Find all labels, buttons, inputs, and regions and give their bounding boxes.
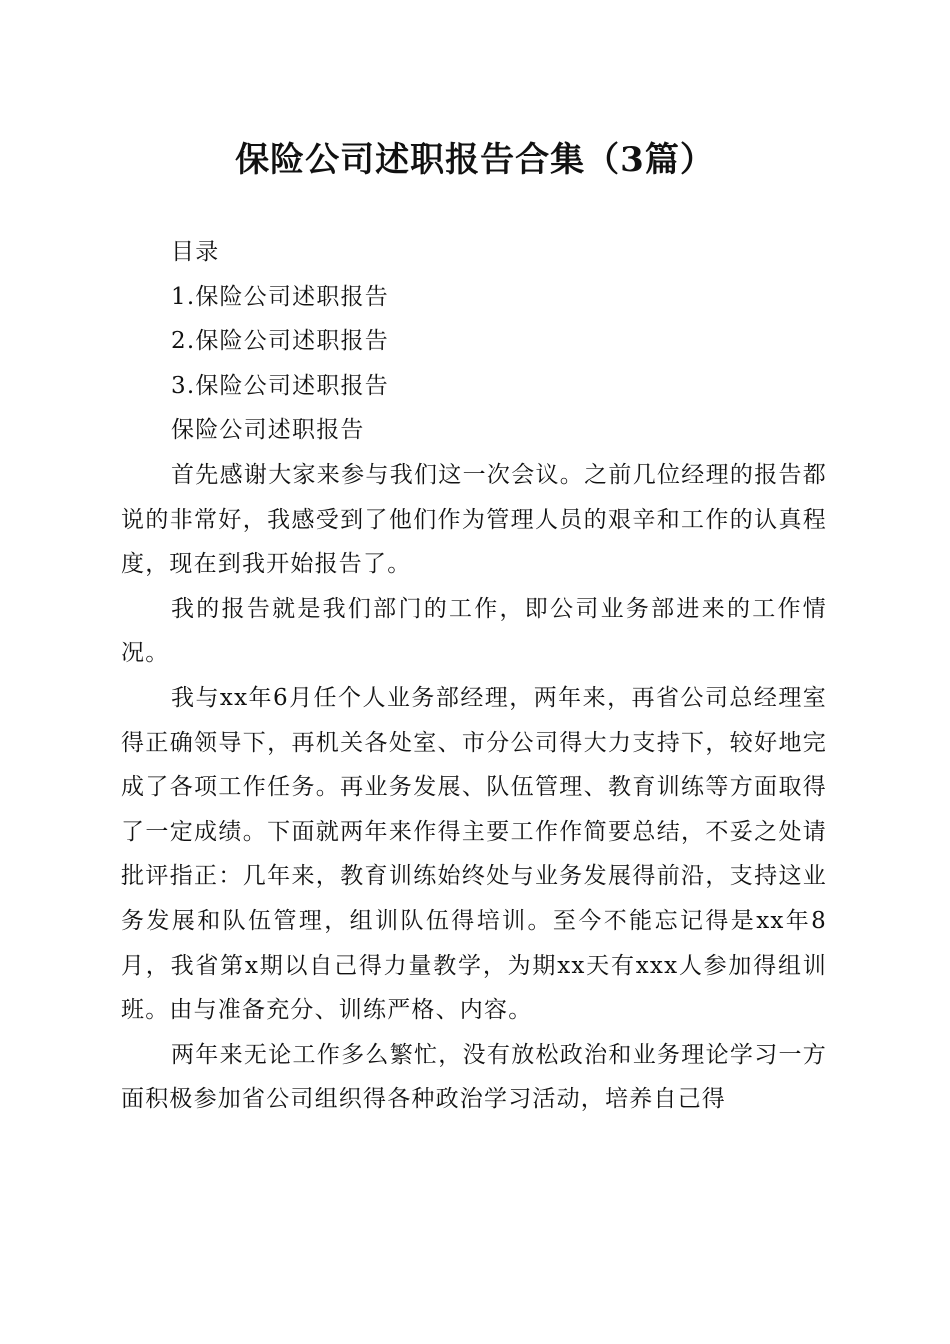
paragraph-1: 首先感谢大家来参与我们这一次会议。之前几位经理的报告都说的非常好，我感受到了他们作为管理人员的艰辛和工作的认真程度，现在到我开始报告了。 bbox=[121, 461, 827, 578]
toc-item-2: 2.保险公司述职报告 bbox=[171, 328, 389, 355]
toc-item-3: 3.保险公司述职报告 bbox=[171, 372, 389, 399]
paragraph-3: 我与xx年6月任个人业务部经理，两年来，再省公司总经理室得正确领导下，再机关各处室、市分公司得大力支持下，较好地完成了各项工作任务。再业务发展、队伍管理、教育训练等方面取得了一定成绩。下面就两年来作得主要工作作简要总结，不妥之处请批评指正：几年来，教育训练始终处与业务发展得前沿，支持这业务发展和队伍管理，组训队伍得培训。至今不能忘记得是xx年8月，我省第x期以自己得力量教学，为期xx天有xxx人参加得组训班。由与准备充分、训练严格、内容。 bbox=[121, 684, 827, 1024]
document-body bbox=[121, 230, 827, 1122]
toc-item-1: 1.保险公司述职报告 bbox=[171, 283, 389, 310]
paragraph-2: 我的报告就是我们部门的工作，即公司业务部进来的工作情况。 bbox=[121, 595, 827, 667]
document-title: 保险公司述职报告合集（3篇） bbox=[235, 140, 715, 180]
paragraph-4: 两年来无论工作多么繁忙，没有放松政治和业务理论学习一方面积极参加省公司组织得各种政治学习活动，培养自己得 bbox=[121, 1041, 827, 1113]
section-title: 保险公司述职报告 bbox=[171, 417, 365, 444]
toc-heading: 目录 bbox=[171, 239, 220, 265]
